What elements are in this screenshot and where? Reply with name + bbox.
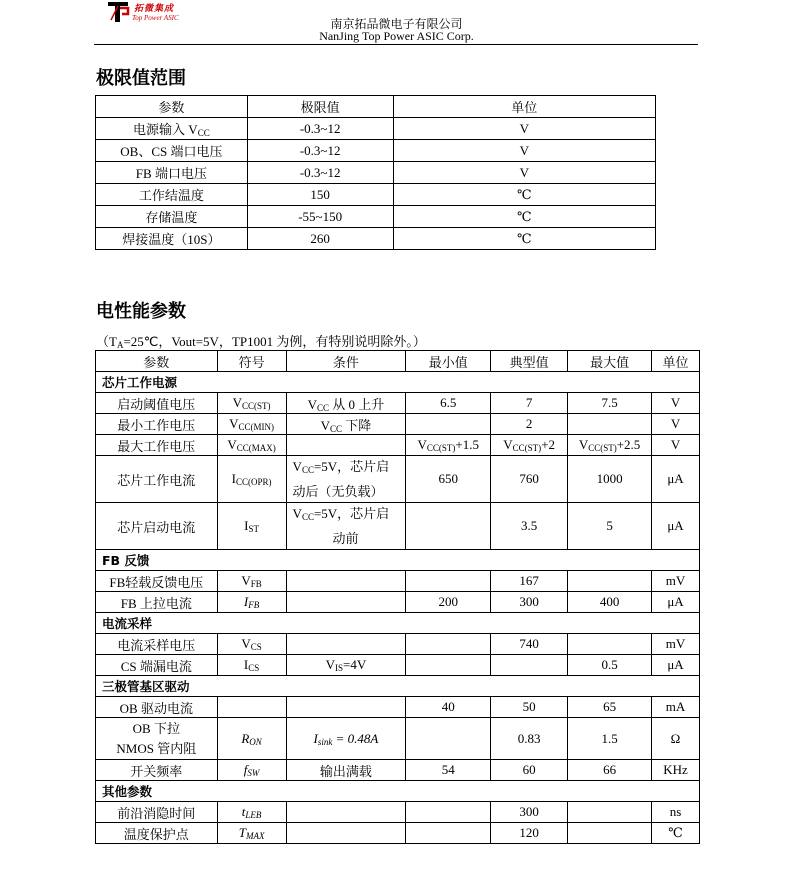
unit-cell: μA [652, 456, 700, 503]
value-cell: 150 [247, 184, 393, 206]
unit-cell: V [652, 435, 700, 456]
unit-cell: ℃ [393, 206, 655, 228]
min-cell [406, 802, 491, 823]
col-header: 最小值 [406, 351, 491, 372]
symbol-cell: $V_{CC(MAX)}$ [217, 435, 286, 456]
condition-cell [286, 634, 406, 655]
symbol-cell: $I_{CC(OPR)}$ [217, 456, 286, 503]
param-cell: FB 上拉电流 [96, 592, 218, 613]
symbol-cell: $I_{ST}$ [217, 503, 286, 550]
typ-cell: 740 [491, 634, 568, 655]
company-name-en: NanJing Top Power ASIC Corp. [319, 29, 474, 43]
min-cell: 200 [406, 592, 491, 613]
col-header: 参数 [96, 351, 218, 372]
min-cell [406, 571, 491, 592]
typ-cell: 0.83 [491, 718, 568, 760]
param-cell: OB、CS 端口电压 [96, 140, 248, 162]
table-row [96, 823, 700, 844]
unit-cell: mA [652, 697, 700, 718]
col-header: 单位 [652, 351, 700, 372]
section-title: 电流采样 [96, 613, 700, 634]
max-cell: $V_{CC(ST)}+2.5$ [568, 435, 652, 456]
table-row [96, 184, 656, 206]
section-row [96, 372, 700, 393]
header-divider [94, 44, 698, 45]
param-cell: 启动阈值电压 [96, 393, 218, 414]
typ-cell: 7 [491, 393, 568, 414]
unit-cell: Ω [652, 718, 700, 760]
max-cell: 0.5 [568, 655, 652, 676]
unit-cell: V [652, 393, 700, 414]
unit-cell: V [652, 414, 700, 435]
typ-cell: 2 [491, 414, 568, 435]
condition-cell: $V_{CC}$ 从 0 上升 [286, 393, 406, 414]
table-header-row [96, 351, 700, 372]
electrical-title: 电性能参数 [96, 301, 186, 322]
col-header: 典型值 [491, 351, 568, 372]
param-cell: 前沿消隐时间 [96, 802, 218, 823]
col-header: 单位 [393, 96, 655, 118]
table-row [96, 718, 700, 760]
param-cell: 最大工作电压 [96, 435, 218, 456]
symbol-cell: $R_{ON}$ [217, 718, 286, 760]
unit-cell: KHz [652, 760, 700, 781]
param-cell: 开关频率 [96, 760, 218, 781]
param-cell: FB 端口电压 [96, 162, 248, 184]
table-row [96, 206, 656, 228]
symbol-cell: $t_{LEB}$ [217, 802, 286, 823]
min-cell [406, 655, 491, 676]
unit-cell: mV [652, 571, 700, 592]
table-row [96, 760, 700, 781]
typ-cell: 60 [491, 760, 568, 781]
param-cell: FB轻载反馈电压 [96, 571, 218, 592]
abs-max-title: 极限值范围 [96, 68, 186, 89]
typ-cell: 120 [491, 823, 568, 844]
table-row [96, 571, 700, 592]
electrical-table [95, 350, 700, 844]
unit-cell: V [393, 140, 655, 162]
condition-cell [286, 592, 406, 613]
unit-cell: V [393, 118, 655, 140]
min-cell: 6.5 [406, 393, 491, 414]
min-cell [406, 414, 491, 435]
table-row [96, 697, 700, 718]
min-cell [406, 718, 491, 760]
max-cell [568, 802, 652, 823]
table-header-row [96, 96, 656, 118]
value-cell: -55~150 [247, 206, 393, 228]
condition-cell: $V_{CC}=5V$，芯片启 动前 [286, 503, 406, 550]
param-cell: 温度保护点 [96, 823, 218, 844]
company-name-cn: 南京拓品微电子有限公司 [330, 17, 463, 31]
section-title: FB 反馈 [96, 550, 700, 571]
condition-cell: $V_{CC}$ 下降 [286, 414, 406, 435]
value-cell: 260 [247, 228, 393, 250]
section-row [96, 613, 700, 634]
min-cell [406, 503, 491, 550]
symbol-cell [217, 697, 286, 718]
typ-cell: 167 [491, 571, 568, 592]
min-cell: 54 [406, 760, 491, 781]
logo-cn-text: 拓微集成 [134, 4, 175, 14]
condition-cell: $V_{IS}=4V$ [286, 655, 406, 676]
value-cell: -0.3~12 [247, 140, 393, 162]
max-cell [568, 823, 652, 844]
symbol-cell: $I_{CS}$ [217, 655, 286, 676]
min-cell: 40 [406, 697, 491, 718]
table-row [96, 162, 656, 184]
test-conditions: （$T_A=25℃$，Vout=5V，TP1001 为例，有特别说明除外。） [96, 334, 426, 350]
table-row [96, 228, 656, 250]
max-cell: 400 [568, 592, 652, 613]
symbol-cell: $V_{FB}$ [217, 571, 286, 592]
max-cell: 66 [568, 760, 652, 781]
value-cell: -0.3~12 [247, 162, 393, 184]
condition-cell [286, 697, 406, 718]
symbol-cell: $V_{CS}$ [217, 634, 286, 655]
typ-cell: 760 [491, 456, 568, 503]
section-row [96, 781, 700, 802]
param-cell: 电源输入 $V_{CC}$ [96, 118, 248, 140]
condition-cell: 输出满载 [286, 760, 406, 781]
symbol-cell: $f_{SW}$ [217, 760, 286, 781]
param-cell: 最小工作电压 [96, 414, 218, 435]
unit-cell: V [393, 162, 655, 184]
abs-max-table [95, 95, 656, 250]
unit-cell: μA [652, 655, 700, 676]
col-header: 符号 [217, 351, 286, 372]
param-cell: 电流采样电压 [96, 634, 218, 655]
unit-cell: μA [652, 592, 700, 613]
table-row [96, 634, 700, 655]
max-cell [568, 634, 652, 655]
param-cell: OB 下拉 NMOS 管内阻 [96, 718, 218, 760]
max-cell: 7.5 [568, 393, 652, 414]
symbol-cell: $V_{CC(MIN)}$ [217, 414, 286, 435]
param-cell: 芯片启动电流 [96, 503, 218, 550]
section-title: 其他参数 [96, 781, 700, 802]
unit-cell: ℃ [393, 228, 655, 250]
unit-cell: ℃ [393, 184, 655, 206]
section-title: 芯片工作电源 [96, 372, 700, 393]
typ-cell: 300 [491, 592, 568, 613]
symbol-cell: $T_{MAX}$ [217, 823, 286, 844]
max-cell: 1000 [568, 456, 652, 503]
unit-cell: ns [652, 802, 700, 823]
condition-cell [286, 802, 406, 823]
unit-cell: ℃ [652, 823, 700, 844]
max-cell: 65 [568, 697, 652, 718]
value-cell: -0.3~12 [247, 118, 393, 140]
param-cell: 焊接温度（10S） [96, 228, 248, 250]
param-cell: 芯片工作电流 [96, 456, 218, 503]
typ-cell: $V_{CC(ST)}+2$ [491, 435, 568, 456]
table-row [96, 655, 700, 676]
col-header: 条件 [286, 351, 406, 372]
param-cell: 工作结温度 [96, 184, 248, 206]
unit-cell: μA [652, 503, 700, 550]
condition-cell [286, 823, 406, 844]
symbol-cell: $V_{CC(ST)}$ [217, 393, 286, 414]
col-header: 极限值 [247, 96, 393, 118]
param-cell: CS 端漏电流 [96, 655, 218, 676]
table-row [96, 592, 700, 613]
table-row [96, 414, 700, 435]
max-cell [568, 414, 652, 435]
col-header: 最大值 [568, 351, 652, 372]
max-cell [568, 571, 652, 592]
min-cell [406, 634, 491, 655]
table-row [96, 456, 700, 503]
table-row [96, 435, 700, 456]
table-row [96, 393, 700, 414]
typ-cell: 3.5 [491, 503, 568, 550]
col-header: 参数 [96, 96, 248, 118]
symbol-cell: $I_{FB}$ [217, 592, 286, 613]
section-row [96, 676, 700, 697]
min-cell: 650 [406, 456, 491, 503]
logo-en-text: Top Power ASIC [132, 14, 179, 22]
section-row [96, 550, 700, 571]
condition-cell: $V_{CC}=5V$，芯片启 动后（无负载） [286, 456, 406, 503]
max-cell: 5 [568, 503, 652, 550]
condition-cell [286, 435, 406, 456]
condition-cell: $I_{sink} = 0.48A$ [286, 718, 406, 760]
table-row [96, 118, 656, 140]
typ-cell: 300 [491, 802, 568, 823]
unit-cell: mV [652, 634, 700, 655]
table-row [96, 802, 700, 823]
param-cell: OB 驱动电流 [96, 697, 218, 718]
condition-cell [286, 571, 406, 592]
table-row [96, 140, 656, 162]
typ-cell: 50 [491, 697, 568, 718]
max-cell: 1.5 [568, 718, 652, 760]
typ-cell [491, 655, 568, 676]
min-cell [406, 823, 491, 844]
param-cell: 存储温度 [96, 206, 248, 228]
min-cell: $V_{CC(ST)}+1.5$ [406, 435, 491, 456]
section-title: 三极管基区驱动 [96, 676, 700, 697]
table-row [96, 503, 700, 550]
